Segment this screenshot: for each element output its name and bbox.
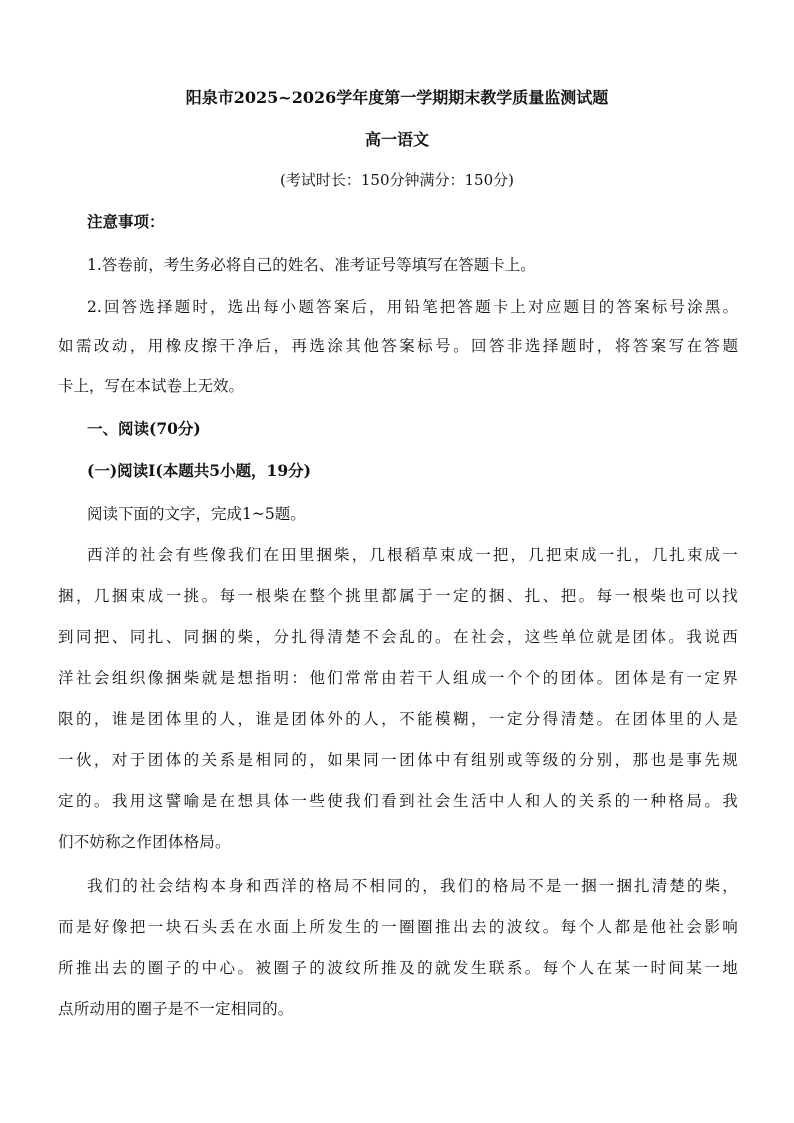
passage-p2-line: 点所动用的圈子是不一定相同的。 bbox=[58, 1000, 294, 1018]
passage-p1-line: 一伙，对于团体的关系是相同的，如果同一团体中有组别或等级的分别，那也是事先规 bbox=[58, 751, 738, 769]
passage-p2-line: 而是好像把一块石头丢在水面上所发生的一圈圈推出去的波纹。每个人都是他社会影响 bbox=[58, 918, 738, 936]
subsection-heading: (一)阅读Ⅰ(本题共5小题，19分) bbox=[87, 461, 311, 480]
reading-instruction: 阅读下面的文字，完成1~5题。 bbox=[87, 505, 306, 523]
passage-p2-line: 我们的社会结构本身和西洋的格局不相同的，我们的格局不是一捆一捆扎清楚的柴， bbox=[87, 877, 738, 895]
section-heading: 一、阅读(70分) bbox=[87, 419, 201, 438]
notes-heading: 注意事项： bbox=[87, 212, 165, 231]
passage-p1-line: 们不妨称之作团体格局。 bbox=[58, 833, 231, 851]
passage-p1-line: 洋社会组织像捆柴就是想指明：他们常常由若干人组成一个个的团体。团体是有一定界 bbox=[58, 669, 738, 687]
exam-info: (考试时长：150分钟满分：150分) bbox=[280, 171, 514, 189]
exam-title: 阳泉市2025~2026学年度第一学期期末教学质量监测试题 bbox=[185, 88, 609, 107]
passage-p2-line: 所推出去的圈子的中心。被圈子的波纹所推及的就发生联系。每个人在某一时间某一地 bbox=[58, 959, 738, 977]
notes-item-1: 1.答卷前，考生务必将自己的姓名、准考证号等填写在答题卡上。 bbox=[87, 256, 536, 274]
passage-p1-line: 限的，谁是团体里的人，谁是团体外的人，不能模糊，一定分得清楚。在团体里的人是 bbox=[58, 710, 738, 728]
exam-subject: 高一语文 bbox=[364, 130, 429, 149]
notes-item-2-line-1: 2.回答选择题时，选出每小题答案后，用铅笔把答题卡上对应题目的答案标号涂黑。 bbox=[87, 298, 738, 316]
passage-p1-line: 捆，几捆束成一挑。每一根柴在整个挑里都属于一定的捆、扎、把。每一根柴也可以找 bbox=[58, 587, 738, 605]
notes-item-2-line-3: 卡上，写在本试卷上无效。 bbox=[58, 377, 245, 395]
notes-item-2-line-2: 如需改动，用橡皮擦干净后，再选涂其他答案标号。回答非选择题时，将答案写在答题 bbox=[58, 337, 738, 355]
passage-p1-line: 到同把、同扎、同捆的柴，分扎得清楚不会乱的。在社会，这些单位就是团体。我说西 bbox=[58, 628, 738, 646]
passage-p1-line: 西洋的社会有些像我们在田里捆柴，几根稻草束成一把，几把束成一扎，几扎束成一 bbox=[87, 546, 738, 564]
passage-p1-line: 定的。我用这譬喻是在想具体一些使我们看到社会生活中人和人的关系的一种格局。我 bbox=[58, 792, 738, 810]
